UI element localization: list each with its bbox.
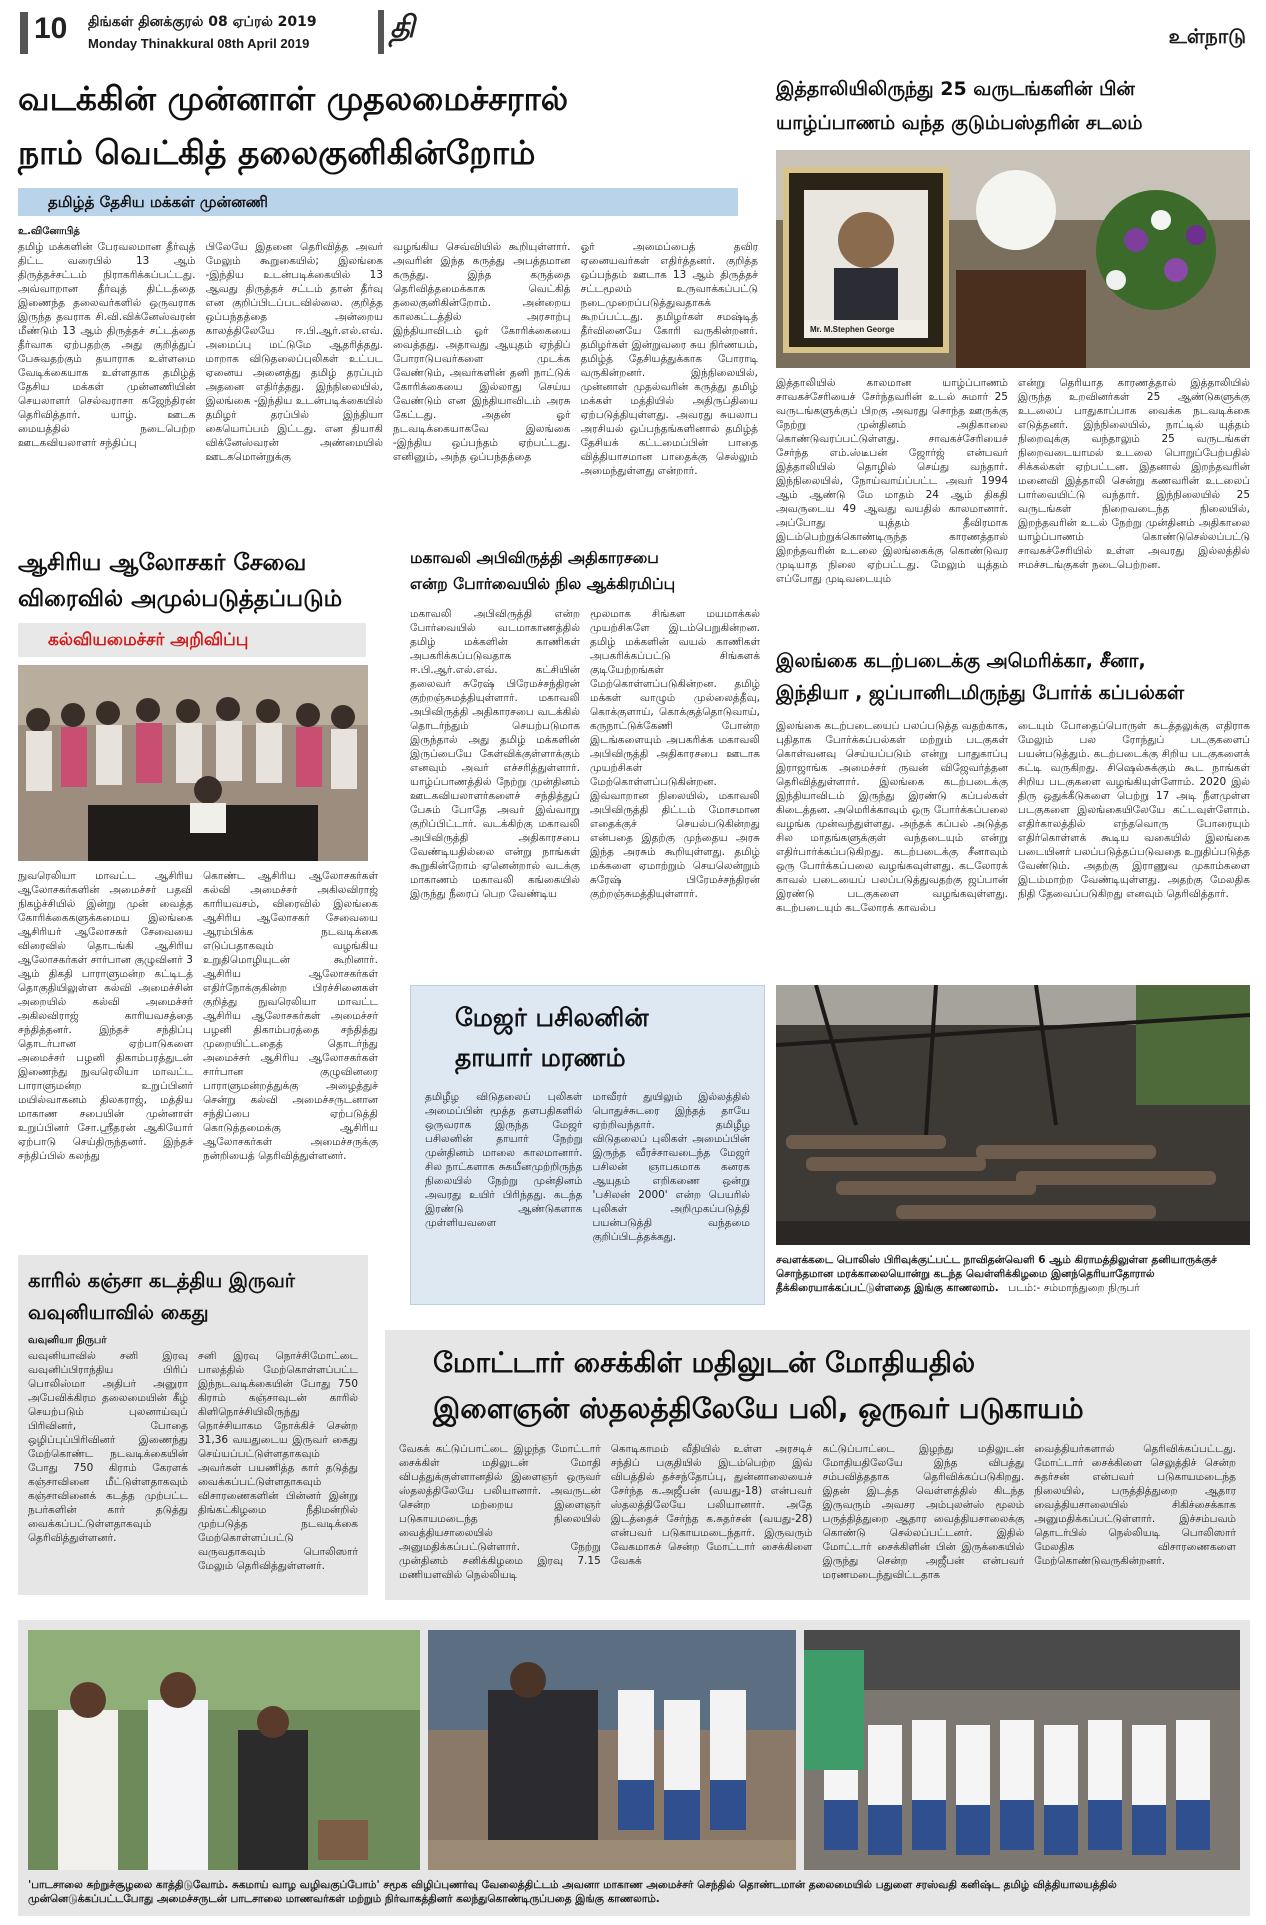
story-major-pasilan xyxy=(410,985,765,1305)
headline-line: இத்தாலியிலிருந்து 25 வருடங்களின் பின் xyxy=(776,78,1135,100)
article-column: இலங்கை கடற்படையைப் பலப்படுத்த வதற்காக, புதிதாக போர்க்கப்பல்கள் மற்றும் படகுகள் கொள்வனவு செய்யப்படும் என்று பாதுகாப்பு இராஜாங்க அமைச்சர் ருவன் விஜேவர்த்தன தெரிவித்துள்ளார். இலங்கை கடற்படைக்கு இந்தியாவிடம் இருந்து இரண்டு கப்பல்கள் கிடைத்தன. அமெரிக்காவும் ஒரு போர்க்கப்பலை வழங்க முன்வந்துள்ளது. அந்தக் கப்பல் அடுத்த சில மாதங்களுக்குள் வந்தடையும் என்று எதிர்பார்க்கப்படுகிறது. கடற்படைக்கு சீனாவும் ஒரு போர்க்கப்பலை வழங்கவுள்ளது. கடலோரக் காவல் படையைப் பலப்படுத்துவதற்கு ஜப்பான் இரண்டு படகுகளை வழங்கவுள்ளது. கடற்படையும் கடலோரக் காவல்ப xyxy=(776,720,1008,914)
meeting-photo xyxy=(18,665,368,861)
funeral-photo xyxy=(776,150,1250,368)
headline xyxy=(399,1340,1236,1432)
headline-line: இலங்கை கடற்படைக்கு அமெரிக்கா, சீனா, xyxy=(776,650,1146,672)
photo-caption xyxy=(776,1253,1250,1295)
story-teacher-advisor xyxy=(18,545,378,1245)
story-italy-body xyxy=(776,72,1250,617)
headline-line: இந்தியா , ஜப்பானிடமிருந்து போர்க் கப்பல்கள் xyxy=(776,682,1185,704)
story-naval-ships xyxy=(776,645,1250,975)
story-former-cm xyxy=(18,72,758,502)
date-english: Monday Thinakkural 08th April 2019 xyxy=(88,36,310,51)
story-cannabis-arrest xyxy=(18,1255,368,1595)
section-label: உள்நாடு xyxy=(1168,24,1246,48)
byline: வவுனியா நிருபர் xyxy=(28,1335,107,1346)
article-column: மூலமாக சிங்கள மயமாக்கல் முயற்சிகளே இடம்பெறுகின்றன. தமிழ் மக்களின் வயல் காணிகள் அபகரிக்கப்பட்டு சிங்களக் குடியேற்றங்கள் மேற்கொள்ளப்படுகின்றன. தமிழ் மக்கள் வாழும் முல்லைத்தீவு, கொக்குளாய், கொக்குத்தொடுவாய், கருநாட்டுக்கேணி போன்ற இடங்களையும் அபகரிக்க மகாவலி அபிவிருத்தி அதிகாரசபை ஊடாக முயற்சிகள் மேற்கொள்ளப்படுகின்றன. இவ்வாறான நிலையில், மகாவலி அபிவிருத்தி திட்டம் மோசமான எதைக்குச் செயல்படுகின்றது என்பதை இதற்கு முந்தைய அரசு இந்த அரசும் கூறியுள்ளது. தமிழ் மக்களை ஏமாற்றும் செயலென்றும் சுரேஷ் பிரேமச்சந்திரன் குற்றஞ்சுமத்தியுள்ளார். xyxy=(590,608,760,900)
page-number: 10 xyxy=(20,12,64,54)
school-photo-3 xyxy=(804,1630,1240,1870)
article-column: டையும் போதைப்பொருள் கடத்தலுக்கு எதிராக மேலும் பல ரோந்துப் படகுகளைப் பயன்படுத்தும். கடற்படைக்கு சிறிய படகுகளைக் கட்டி வருகிறது. சிஷெல்சுக்கும் கூட நாங்கள் சிறிய படகுகளை வழங்கியுள்ளோம். 2020 இல் திரு ஒதுக்கீடுகளை பெற்று 17 அடி நீளமுள்ள படகுகளை இலங்கையிலேயே கட்டவுள்ளோம். எதிர்காலத்தில் எந்தவொரு போரையும் எதிர்கொள்ளக் கூடிய வகையில் இலங்கை படையினர் பலப்படுத்தப்படுவதை உறுதிப்படுத்த வேண்டும். அதற்கு இராணுவ முகாம்களை இடம்மாற்ற வேண்டியுள்ளது. அதற்கு மேலதிக நிதி தேவைப்படுகிறது எனவும் தெரிவித்தார். xyxy=(1018,720,1250,900)
article-column: வேகக் கட்டுப்பாட்டை இழந்த மோட்டார் சைக்கிள் மதிலுடன் மோதி விபத்துக்குள்ளானதில் இளைஞர் ஒருவர் ஸ்தலத்திலேயே பலியானார். அவருடன் சென்ற மற்றைய இளைஞர் படுகாயமடைந்த நிலையில் வைத்தியசாலையில் அனுமதிக்கப்பட்டுள்ளார். நேற்று முன்தினம் சனிக்கிழமை இரவு 7.15 மணியளவில் நெல்லியடி xyxy=(399,1443,601,1581)
headline-line: காரில் கஞ்சா கடத்திய இருவர் xyxy=(28,1269,295,1292)
headline xyxy=(776,72,1250,140)
headline-line: இளைஞன் ஸ்தலத்திலேயே பலி, ஒருவர் படுகாயம் xyxy=(433,1392,1084,1425)
article-body xyxy=(425,1090,750,1286)
headline-line: மகாவலி அபிவிருத்தி அதிகாரசபை xyxy=(410,549,659,567)
school-photo-1-art xyxy=(28,1630,420,1870)
article-column: தமிழீழ விடுதலைப் புலிகள் அமைப்பின் மூத்த தளபதிகளில் ஒருவராக இருந்த மேஜர் பசிலனின் தாயார் நேற்று முன்தினம் மாலை காலமானார். சில நாட்களாக சுகயீனமுற்றிருந்த நிலையில் நேற்று முன்தினம் அவரது உயிர் பிரிந்தது. கடந்த இரண்டு ஆண்டுகளாக முள்ளியவளை xyxy=(425,1091,583,1229)
headline xyxy=(18,72,758,180)
headline-line: யாழ்ப்பாணம் வந்த குடும்பஸ்தரின் சடலம் xyxy=(776,112,1143,134)
subhead: கல்வியமைச்சர் அறிவிப்பு xyxy=(18,623,366,657)
article-column: கொடிகாமம் வீதியில் உள்ள அரசடிச் சந்திப் பகுதியில் இடம்பெற்ற இவ் விபத்தில் தச்சந்தோப்பு, துன்னாலையைச் சேர்ந்த க.அஜீபன் (வயது-18) என்பவர் ஸ்தலத்திலேயே பலியானார். அதே இடத்தைச் சேர்ந்த க.சுதர்சன் (வயது-28) என்பவர் படுகாயமடைந்தார். இருவரும் வேகமாகச் சென்ற மோட்டார் சைக்கிளை வேகக் xyxy=(610,1443,813,1567)
funeral-photo-art xyxy=(776,150,1250,368)
date-tamil: திங்கள் தினக்குரல் 08 ஏப்ரல் 2019 xyxy=(88,14,317,30)
school-photo-2 xyxy=(428,1630,796,1870)
headline xyxy=(776,645,1250,709)
headline-line: ஆசிரிய ஆலோசகர் சேவை xyxy=(18,550,307,576)
portrait-label: Mr. M.Stephen George xyxy=(810,325,895,334)
article-body xyxy=(410,607,760,937)
mill-fire-photo-art xyxy=(776,985,1250,1245)
article-column: கட்டுப்பாட்டை இழந்து மதிலுடன் மோதியதிலேயே இந்த விபத்து சம்பவித்ததாக தெரிவிக்கப்படுகிறது. இதன் இடத்த வெள்ளத்தில் கிடந்த இருவரும் அவசர அம்புலன்ஸ் மூலம் பருத்தித்துறை ஆதார வைத்தியசாலைக்கு கொண்டு செல்லப்பட்டனர். இதில் மோட்டார் சைக்கிளின் பின் இருக்கையில் இருந்து சென்ற அஜீபன் என்பவர் மரணமடைந்துவிட்டதாக xyxy=(822,1443,1025,1581)
school-photo-1 xyxy=(28,1630,420,1870)
article-column: வைத்தியர்களால் தெரிவிக்கப்பட்டது. மோட்டார் சைக்கிளை செலுத்திச் சென்ற சுதர்சன் என்பவர் படுகாயமடைந்த நிலையில், பருத்தித்துறை ஆதார வைத்தியசாலையில் சிகிச்சைக்காக அனுமதிக்கப்பட்டுள்ளார். இச்சம்பவம் தொடர்பில் நெல்லியடி பொலிஸார் மேலதிக விசாரணைகளை மேற்கொண்டுவருகின்றனர். xyxy=(1034,1443,1236,1567)
article-column: வவுனியாவில் சனி இரவு வவுனிப்பிராந்திய பிரிப் பொலிஸ்மா அதிபர் அனுரா அபேவிக்கிரம தலைமையின் கீழ் செயற்படும் புலனாய்வுப் பிரிவினர், போதை ஒழிப்புப்பிரிவினர் இணைந்து மேற்கொண்ட நடவடிக்கையின் போது 750 கிராம் கேரளக் கஞ்சாவினை மீட்டுள்ளதாகவும் கஞ்சாவினைக் கடத்த முற்பட்ட நபர்களின் கார் தடுத்து வைக்கப்பட்டுள்ளதாகவும் தெரிவித்துள்ளனர். xyxy=(28,1350,188,1544)
photo-strip xyxy=(28,1630,1240,1870)
article-column: என்று தெரியாத காரணத்தால் இத்தாலியில் இருந்த உறவினர்கள் 25 ஆண்டுகளுக்கு உடலைப் பாதுகாப்பாக வைக்க நடவடிக்கை எடுத்தனர். இந்நிலையில், நாட்டில் யுத்தம் நிறைவுக்கு வந்தாலும் 25 வருடங்கள் நிறைவடையாமல் உடலை பொறுப்பேற்பதில் சிக்கல்கள் ஏற்பட்டன. இதனால் இறந்தவரின் மனைவி இத்தாலி சென்று கணவரின் உடலைப் பார்வையிட்டு வந்தார். இந்நிலையில் 25 வருடங்கள் நிறைவடைந்த நிலையில், இறந்தவரின் உடல் நேற்று முன்தினம் அதிகாலை யாழ்ப்பாணம் கொண்டுசெல்லப்பட்டு சாவகச்சேரியில் உள்ள அவரது இல்லத்தில் ஈமச்சடங்குகள் நடைபெற்றன. xyxy=(1018,377,1250,571)
headline xyxy=(425,998,750,1078)
headline-line: வவுனியாவில் கைது xyxy=(28,1301,209,1324)
headline xyxy=(18,545,378,617)
article-column: இத்தாலியில் காலமான யாழ்ப்பாணம் சாவகச்சேரியைச் சேர்ந்தவரின் உடல் சுமார் 25 வருடங்களுக்குப் பிறகு அவரது சொந்த ஊருக்கு நேற்று முன்தினம் அதிகாலை கொண்டுவரப்பட்டுள்ளது. சாவகச்சேரியைச் சேர்ந்த எம்.ஸ்டீபன் ஜோர்ஜ் என்பவர் இத்தாலியில் தொழில் செய்து வந்தார். இந்நிலையில், நோய்வாய்ப்பட்ட அவர் 1994 ஆம் ஆண்டு மே மாதம் 24 ஆம் திகதி அவருடைய 49 ஆவது வயதில் காலமானார். அப்போது யுத்தம் தீவிரமாக இடம்பெற்றுக்கொண்டிருந்த காரணத்தால் இறந்தவரின் உடலை இலங்கைக்கு கொண்டுவர முடியாத நிலை ஏற்பட்டது. மேலும் யுத்தம் எப்போது முடிவடையும் xyxy=(776,377,1008,585)
article-body xyxy=(399,1442,1236,1592)
caption-text: சவளக்கடை பொலிஸ் பிரிவுக்குட்பட்ட நாவிதன்வெளி 6 ஆம் கிராமத்திலுள்ள தனியாருக்குச் சொந்தமான மரக்காலையொன்று கடந்த வெள்ளிக்கிழமை இனந்தெரியாதோரால் தீக்கிரையாக்கப்பட்டுள்ளதை இங்கு காணலாம். xyxy=(776,1254,1217,1294)
article-column: கொண்ட ஆசிரிய ஆலோசகர்கள் கல்வி அமைச்சர் அகிலவிராஜ் காரியவசம், விரைவில் இலங்கை ஆசிரிய ஆலோசகர் சேவையை ஆரம்பிக்க நடவடிக்கை எடுப்பதாகவும் வழங்கிய உறுதிமொழியுடன் கூறினார். ஆசிரிய ஆலோசகர்கள் எதிர்நோக்குகின்ற பிரச்சினைகள் குறித்து நுவரெலியா மாவட்ட ஆசிரிய ஆலோசகர்கள் அமைச்சர் பழனி திகாம்பரத்தை சந்தித்து முறையிட்டதைத் தொடர்ந்து அமைச்சர் ஆசிரிய ஆலோசகர்கள் சார்பான குழுவினரை பாராளுமன்றத்துக்கு அழைத்துச் சென்று கல்வி அமைச்சருடனான சந்திப்பை ஏற்படுத்தி கொடுத்தமைக்கு ஆசிரிய ஆலோசகர்கள் அமைச்சருக்கு நன்றியைத் தெரிவித்துள்ளனர். xyxy=(203,870,378,1162)
byline: உ.வினோபித் xyxy=(18,226,80,237)
headline-line: விரைவில் அமுல்படுத்தப்படும் xyxy=(18,586,343,612)
school-photo-2-art xyxy=(428,1630,796,1870)
story-mahaweli xyxy=(410,545,760,975)
story-school-environment xyxy=(18,1620,1250,1916)
article-body xyxy=(18,869,378,1209)
article-column: வழங்கிய செவ்வியில் கூறியுள்ளார். அவரின் இந்த கருத்து அபத்தமான கருத்து. இந்த கருத்தை தெரிவித்தமைக்காக வெட்கித் தலைகுனிகின்றோம். அன்றைய காலகட்டத்தில் அரசாற்பு இந்தியாவிடம் ஓர் கோரிக்கையை வைத்தது. அதாவது ஆயுதம் ஏந்திப் போராடுபவர்களை முடக்க வேண்டும், அவர்களின் தனி நாட்டுக் கோரிக்கையை இல்லாது செய்ய வேண்டும் என இந்தியாவிடம் அரசு கேட்டது. அதன் ஓர் நடவடிக்கையாகவே இலங்கை -இந்திய ஒப்பந்தம் ஏற்பட்டது. எனினும், அந்த ஒப்பந்தத்தை xyxy=(393,241,571,463)
headline-line: வடக்கின் முன்னாள் முதலமைச்சரால் xyxy=(18,79,569,118)
article-column: சனி இரவு நொச்சிமோட்டை பாலத்தில் மேற்கொள்ளப்பட்ட இந்நடவடிக்கையின் போது 750 கிராம் கஞ்சாவுடன் காரில் கிளிநொச்சியிலிருந்து நொச்சியாகம நோக்கிச் சென்ற 31,36 வயதுடைய இருவர் கைது செய்யப்பட்டுள்ளதாகவும் அவர்கள் பயணித்த கார் தடுத்து வைக்கப்பட்டுள்ளதாகவும் விசாரணைகளின் பின்னர் இன்று திங்கட்கிழமை நீதிமன்றில் முற்படுத்த நடவடிக்கை மேற்கொள்ளப்பட்டு வருவதாகவும் பொலிஸார் மேலும் தெரிவித்துள்ளனர். xyxy=(198,1350,358,1572)
headline xyxy=(28,1265,358,1329)
headline-line: மேஜர் பசிலனின் xyxy=(455,1003,649,1032)
masthead xyxy=(0,0,1266,60)
article-column: மாவீரர் துயிலும் இல்லத்தில் பொதுச்சுடரை இந்தத் தாயே ஏற்றிவந்தார். தமிழீழ விடுதலைப் புலிகள் அமைப்பின் இருந்த வீரச்சாவடைந்த மேஜர் பசிலன் ஞாபகமாக கனரக ஆயுதம் எறிகணை ஒன்று 'பசிலன் 2000' என்ற பெயரில் புலிகள் அறிமுகப்படுத்தி பயன்படுத்தி வந்தமை குறிப்பிடத்தக்கது. xyxy=(592,1091,750,1243)
school-photo-3-art xyxy=(804,1630,1240,1870)
story-motorcycle-crash xyxy=(385,1330,1250,1600)
thinakkural-logo: தி xyxy=(378,10,418,54)
article-body xyxy=(28,1349,358,1589)
headline-line: என்ற போர்வையில் நில ஆக்கிரமிப்பு xyxy=(410,575,676,593)
photo-caption: 'பாடசாலை சுற்றுச்சூழலை காத்திடுவோம். சுகமாய் வாழ வழிவகுப்போம்' சமூக விழிப்புணர்வு வேலைத்திட்டம் அவனா மாகாண அமைச்சர் செந்தில் தொண்டமான் தலைமையில் பதுளை சரஸ்வதி கனிஷ்ட தமிழ் வித்தியாலயத்தில் முன்னெடுக்கப்பட்டபோது அமைச்சருடன் பாடசாலை மாணவர்கள் மற்றும் நிர்வாகத்தினர் கலந்துகொண்டிருப்பதை இங்கு காணலாம். xyxy=(28,1879,1117,1905)
article-column: மகாவலி அபிவிருத்தி என்ற போர்வையில் வடமாகாணத்தில் தமிழ் மக்களின் காணிகள் அபகரிக்கப்படுவதாக ஈ.பி.ஆர்.எல்.எவ். கட்சியின் தலைவர் சுரேஷ் பிரேமச்சந்திரன் குற்றஞ்சுமத்தியுள்ளார். மகாவலி அபிவிருத்தி அதிகாரசபை வடக்கில் தொடர்ந்தும் செயற்படுமாக இருந்தால் அது தமிழ் மக்களின் இருப்பையே கேள்விக்குள்ளாக்கும் எனவும் அவர் எச்சரித்துள்ளார். யாழ்ப்பாணத்தில் நேற்று முன்தினம் ஊடகவியலாளர்களைச் சந்தித்துப் பேசும் போதே அவர் இவ்வாறு குறிப்பிட்டார். வடக்கிற்கு மகாவலி அபிவிருத்தி அதிகாரசபை வேண்டியதில்லை என்று நாங்கள் கூறுகின்றோம் ஏனென்றால் வடக்கு மாகாணம் மகாவலி கங்கையில் இருந்து நீரைப் பெற வேண்டிய xyxy=(410,608,580,900)
mill-fire-photo xyxy=(776,985,1250,1245)
article-body xyxy=(776,376,1250,616)
article-body xyxy=(776,719,1250,957)
article-column: நுவரெலியா மாவட்ட ஆசிரிய ஆலோசகர்களின் அமைச்சர் பதவி நிகழ்ச்சியில் இன்று முன் வைத்த கோரிக்கைகளுக்கமைய இலங்கை ஆசிரியர் ஆலோசகர் சேவையை விரைவில் தொடங்கி ஆசிரிய ஆலோசகர்கள் சார்பான குழுவினர் 3 ஆம் திகதி பாராளுமன்ற கட்டிடத் தொகுதியிலுள்ள கல்வி அமைச்சின் அறையில் கல்வி அமைச்சர் அகிலவிராஜ் காரியவசத்தை சந்தித்தனர். இந்தச் சந்திப்பு தொடர்பான ஏற்பாடுகளை அமைச்சர் பழனி திகாம்பரத்துடன் இணைந்து நுவரெலியா மாவட்ட பாராளுமன்ற உறுப்பினர் மயில்வாகனம் திலகராஜ், மத்திய மாகாண சபையின் முன்னாள் உறுப்பினர் சோ.ஸ்ரீதரன் ஆகியோர் ஏற்பாடு செய்திருந்தனர். இந்தச் சந்திப்பில் கலந்து xyxy=(18,870,193,1162)
headline xyxy=(410,545,760,597)
photo-credit: படம்:- சம்மாந்துறை நிருபர் xyxy=(1008,1282,1140,1294)
article-body xyxy=(18,240,758,490)
headline-line: மோட்டார் சைக்கிள் மதிலுடன் மோதியதில் xyxy=(433,1346,976,1379)
story-mill-fire xyxy=(776,985,1250,1305)
subhead: தமிழ்த் தேசிய மக்கள் முன்னணி xyxy=(18,188,738,216)
headline-line: தாயார் மரணம் xyxy=(455,1043,626,1072)
article-column: தமிழ் மக்களின் பேரவலமான தீர்வுத் திட்ட வரைபில் 13 ஆம் திருத்தச்சட்டம் நிராகரிக்கப்பட்டது. அவ்வாறான தீர்வுத் திட்டத்தை இணைந்த தலைவர்களில் ஒருவராக இருந்த தவராக சி.வி.விக்னேஸ்வரன் மீண்டும் 13 ஆம் திருத்தச் சட்டத்தை தீர்வாக ஏற்பதற்கு அது குறித்துப் பேசுவதற்கும் தயாராக உள்ளமை வேடிக்கையாக உள்ளதாக தமிழ்த் தேசிய மக்கள் முன்னணியின் செயலாளர் செல்வராசா கஜேந்திரன் தெரிவித்தார். யாழ். ஊடக மையத்தில் நடைபெற்ற ஊடகவியலாளர் சந்திப்பு xyxy=(18,241,196,449)
article-column: ஓர் அமைப்பைத் தவிர ஏனையவர்கள் எதிர்த்தனர். குறித்த ஒப்பந்தம் ஊடாக 13 ஆம் திருத்தச் சட்டமூலம் உருவாக்கப்பட்டு நடைமுறைப்படுத்துவதாகக் கூறப்பட்டது. தமிழர்கள் சமஷ்டித் தீர்வினையே கோரி வருகின்றனர். தமிழர்கள் இன்றுவரை சுய நிர்ணயம், தமிழ்த் தேசியத்துக்காக போராடி வருகின்றனர். இந்நிலையில், முன்னாள் முதல்வரின் கருத்து தமிழ் மக்கள் மத்தியில் அதிருப்தியை ஏற்படுத்தியுள்ளது. அவரது சுயலாப அரசியல் ஒப்பந்தங்களினால் தமிழ்த் தேசியக் கட்டமைப்பின் பாதை வித்தியாசமான பாதைக்கு செல்லும் அமைந்துள்ளது என்றார். xyxy=(580,241,758,477)
article-column: பிலேயே இதனை தெரிவித்த அவர் மேலும் கூறுகையில்; இலங்கை -இந்திய உடன்படிக்கையில் 13 ஆவது திருத்தச் சட்டம் தான் தீர்வு என குறிப்பிடப்படவில்லை. குறித்த ஒப்பந்தத்தை அன்றைய காலத்திலேயே ஈ.பி.ஆர்.எல்.எவ். அமைப்பு மட்டுமே ஆதரித்தது. மாறாக விடுதலைப்புலிகள் உட்பட ஏனைய அனைத்து தமிழ் தரப்பும் அதனை எதிர்த்தது. இந்நிலையில், இலங்கை -இந்திய உடன்படிக்கையில் தமிழர் தரப்பில் இந்தியா கையொப்பம் இட்டது. என தியாகி விக்னேஸ்வரன் அண்மையில் ஊடகமொன்றுக்கு xyxy=(205,241,383,463)
headline-line: நாம் வெட்கித் தலைகுனிகின்றோம் xyxy=(18,133,536,172)
meeting-photo-art xyxy=(18,665,368,861)
